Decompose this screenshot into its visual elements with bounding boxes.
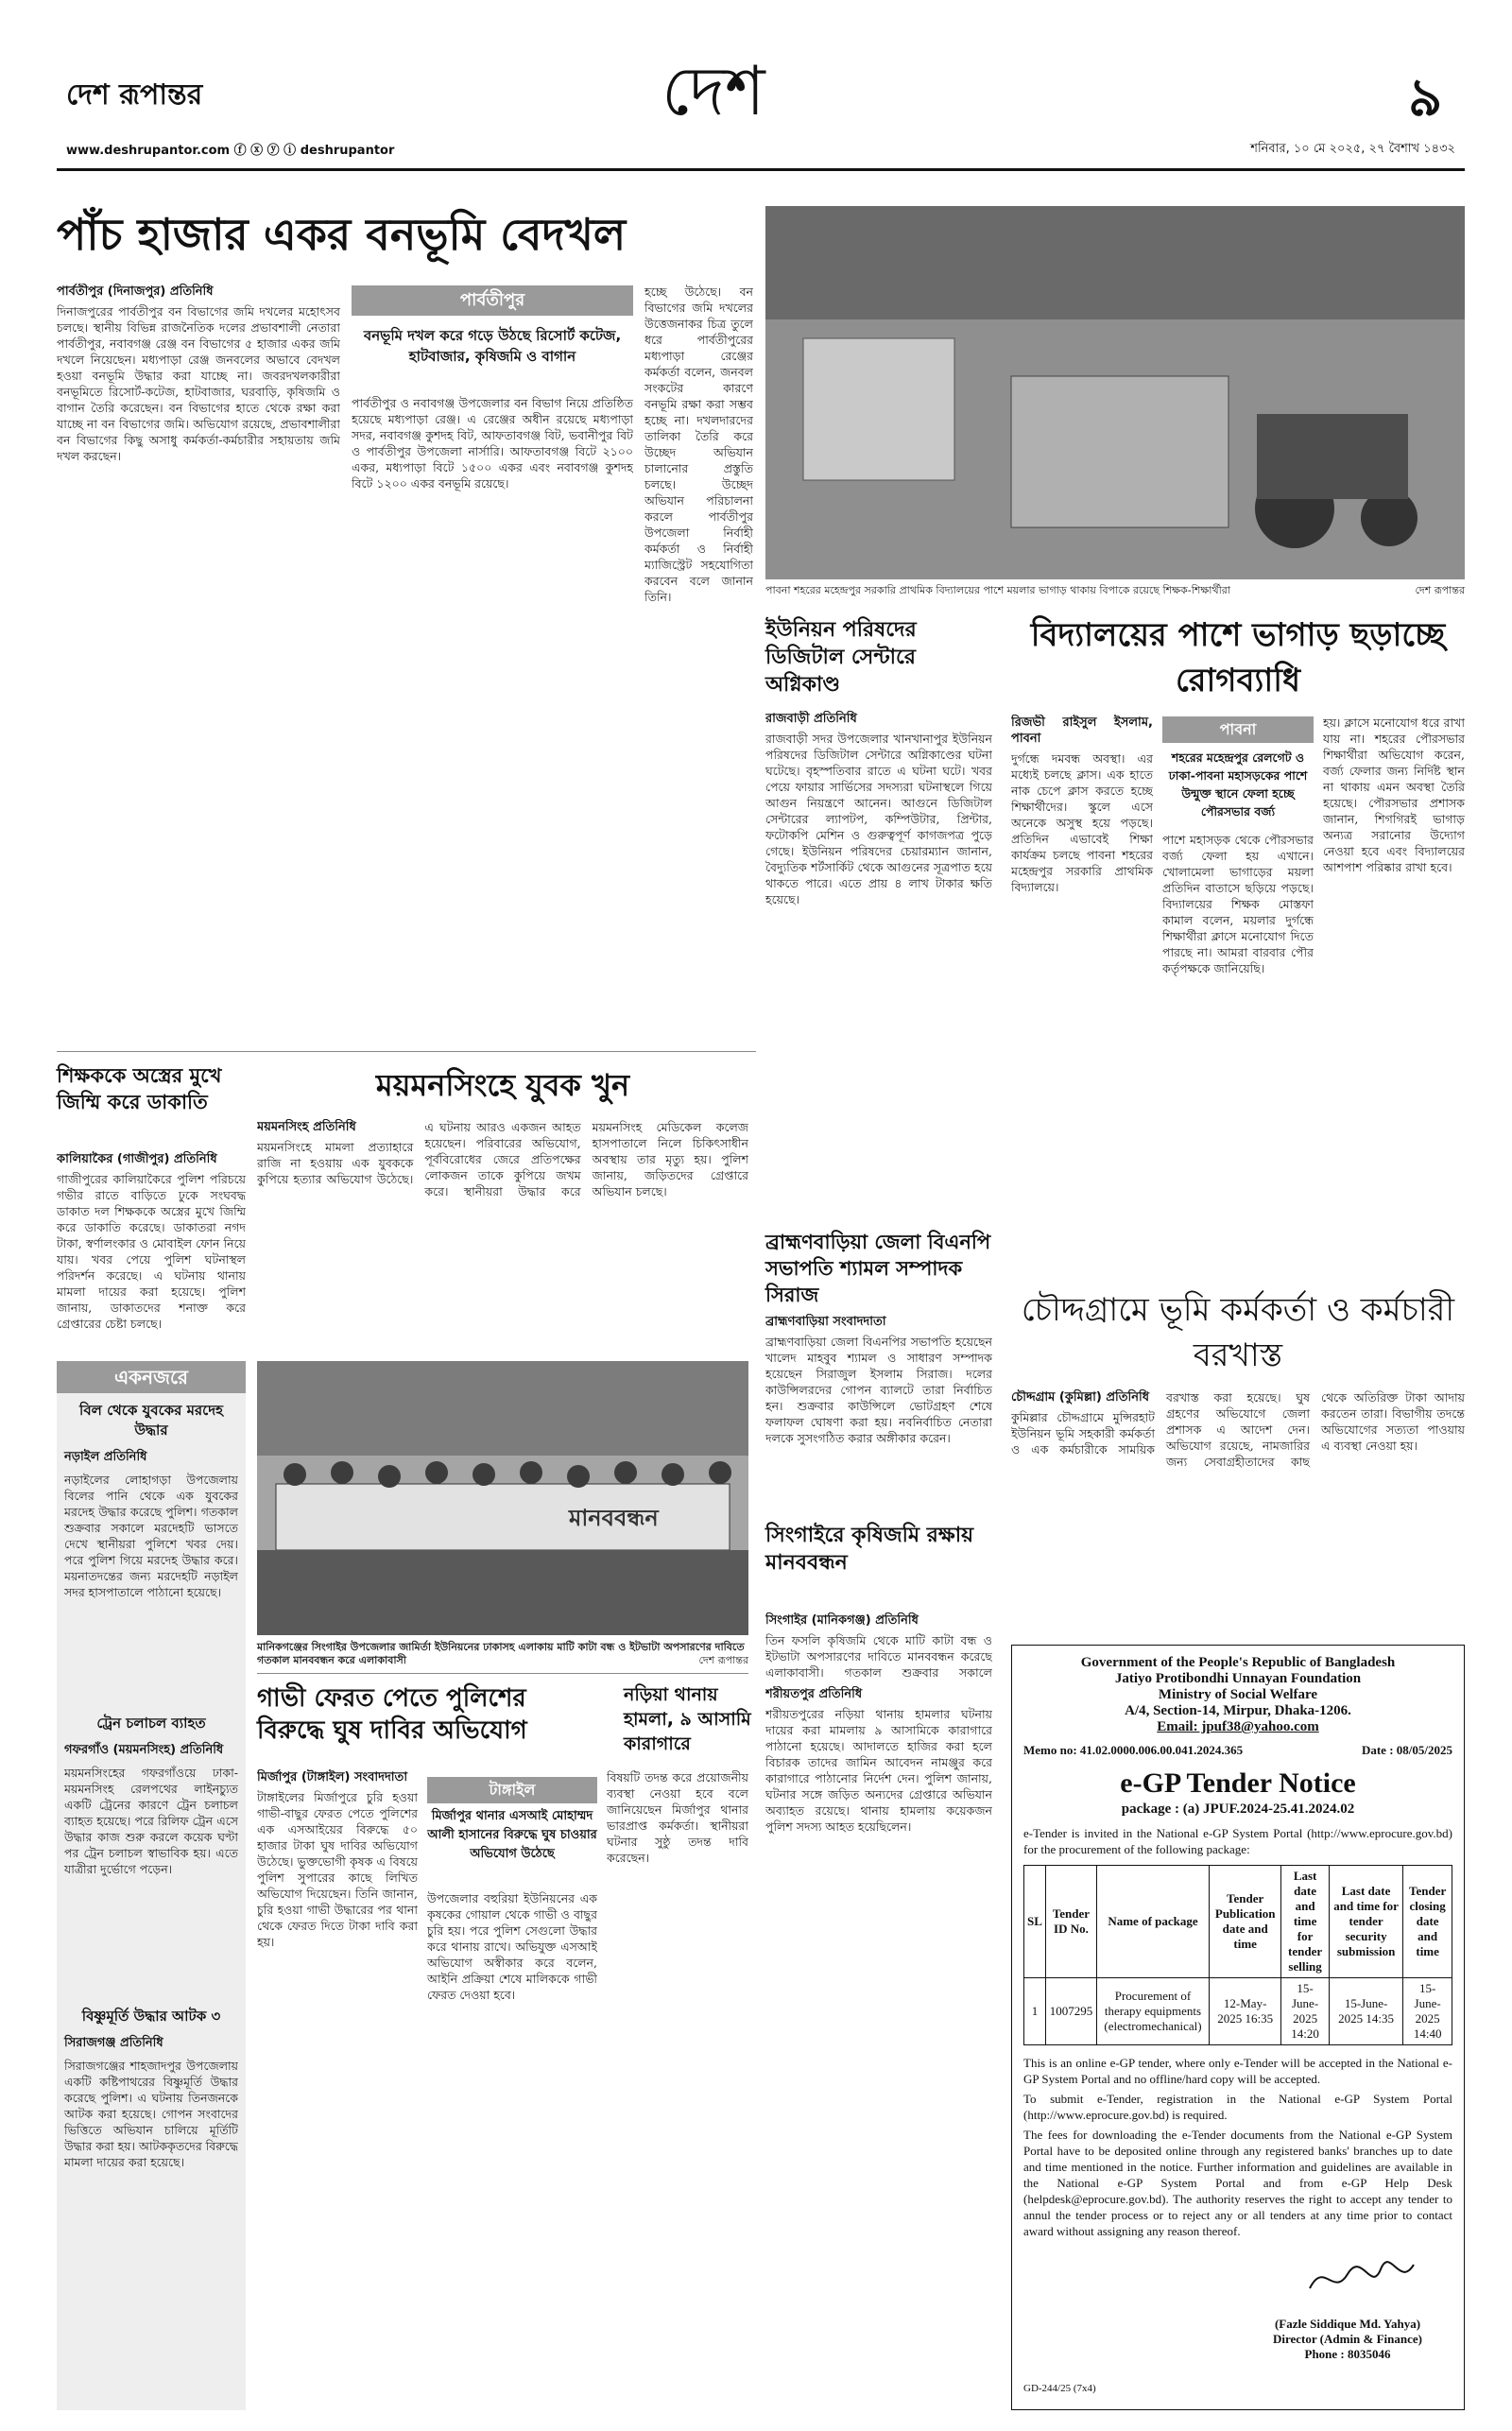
masthead (57, 38, 1465, 161)
school-body1: দুর্গন্ধে দমবন্ধ অবস্থা। এর মধ্যেই চলছে ক্লাস। এক হাতে নাক চেপে ক্লাস করতে হচ্ছে শিক্ষার্থীদের। স্কুলে এসে অনেকে অসুস্থ হয়ে পড়ছে। প্রতিদিন এভাবেই শিক্ষা কার্যক্রম চলছে পাবনা শহরের মহেন্দ্রপুর সরকারি প্রাথমিক বিদ্যালয়ে। (1011, 751, 1153, 894)
singair-headline: সিংগাইরে কৃষিজমি রক্ষায় মানববন্ধন (765, 1524, 974, 1575)
dump-caption-text: পাবনা শহরের মহেন্দ্রপুর সরকারি প্রাথমিক বিদ্যালয়ের পাশে ময়লার ভাগাড় থাকায় বিপাকে রয়েছে শিক্ষক-শিক্ষার্থীরা (765, 584, 1230, 596)
singair-byline: সিংগাইর (মানিকগঞ্জ) প্রতিনিধি (765, 1613, 919, 1628)
tender-signer: (Fazle Siddique Md. Yahya) (1274, 2317, 1421, 2331)
glance-box (57, 1361, 246, 2410)
lead-body1: দিনাজপুরের পার্বতীপুর বন বিভাগের জমি দখলের মহোৎসব চলছে। স্থানীয় বিভিন্ন রাজনৈতিক দলের প্রভাবশালী নেতারা পার্বতীপুর, নবাবগঞ্জ রেঞ্জ বন বিভাগের ৫ হাজার একর জমি দখলে নিয়েছেন। মধ্যপাড়া রেঞ্জ জনবলের অভাবে বেদখল হওয়া বনভূমি উদ্ধার করা যাচ্ছে না। জবরদখলকারীরা বনভূমিতে রিসোর্ট-কটেজ, হাটবাজার, ঘরবাড়ি, কৃষিজমি ও বাগান তৈরি করেছেন। বন বিভাগের হাতে থেকে রক্ষা করা যাচ্ছে না বন বিভাগের জমি। অভিযোগ রয়েছে, প্রভাবশালীরা বন বিভাগের কিছু অসাধু কর্মকর্তা-কর্মচারীর সহায়তায় জমি দখল করছেন। (57, 304, 340, 463)
cow-col2: উপজেলার বহুরিয়া ইউনিয়নের এক কৃষকের গোয়াল থেকে গাভী ও বাছুর চুরি হয়। পরে পুলিশ সেগুলো উদ্ধার করে থানায় রাখে। অভিযুক্ত এসআই অভিযোগ অস্বীকার করে বলেন, আইনি প্রক্রিয়া শেষে মালিককে গাভী ফেরত দেওয়া হবে। (427, 1891, 597, 2002)
teacher-byline: কালিয়াকৈর (গাজীপুর) প্রতিনিধি (57, 1152, 217, 1166)
school-col1 (1011, 715, 1153, 1225)
page-number: ৯ (1408, 67, 1443, 129)
tender-td-security: 15-June-2025 14:35 (1329, 1978, 1402, 2045)
tender-intro: e-Tender is invited in the National e-GP System Portal (http://www.eprocure.gov.bd) for the procurement of the following package: (1023, 1826, 1452, 1856)
glance-item-1-byline: নড়াইল প্রতিনিধি (64, 1450, 147, 1464)
chaudda-byline: চৌদ্দগ্রাম (কুমিল্লা) প্রতিনিধি (1011, 1390, 1149, 1405)
tender-th-publication: Tender Publication date and time (1210, 1866, 1281, 1978)
tender-memo: Memo no: 41.02.0000.006.00.041.2024.365 (1023, 1743, 1244, 1757)
noria-text (765, 1686, 992, 2414)
bnp-text (765, 1314, 992, 1503)
tender-th-sl: SL (1024, 1866, 1046, 1978)
glance-item-2-byline: গফরগাঁও (ময়মনসিংহ) প্রতিনিধি (64, 1743, 224, 1757)
website (66, 140, 394, 158)
protest-photo (257, 1361, 748, 1635)
tender-td-closing: 15-June-2025 14:40 (1403, 1978, 1452, 2045)
chaudda-headline: চৌদ্দগ্রামে ভূমি কর্মকর্তা ও কর্মচারী বরখাস্ত (1021, 1291, 1455, 1374)
lead-col2: পার্বতীপুর ও নবাবগঞ্জ উপজেলার বন বিভাগ নিয়ে প্রতিষ্ঠিত হয়েছে মধ্যপাড়া রেঞ্জ। এ রেঞ্জের অধীন রয়েছে মধ্যপাড়া সদর, নবাবগঞ্জ কুশদহ বিট, আফতাবগঞ্জ বিট, ভবানীপুর বিট ও পার্বতীপুর উপজেলা নার্সারি। আফতাবগঞ্জ বিটে ২১০০ একর, মধ্যপাড়া বিটে ১৫০০ একর এবং নবাবগঞ্জ কুশদহ বিটে ১২০০ একর বনভূমি রয়েছে। (352, 396, 633, 491)
glance-item-3-headline: বিষ্ণুমূর্তি উদ্ধার আটক ৩ (81, 2008, 221, 2025)
masthead-rule (57, 168, 1465, 171)
tender-package: package : (a) JPUF.2024-25.41.2024.02 (1121, 1802, 1355, 1817)
tender-ministry: Ministry of Social Welfare (1158, 1687, 1318, 1702)
tender-td-id: 1007295 (1045, 1978, 1096, 2045)
union-headline: ইউনিয়ন পরিষদের ডিজিটাল সেন্টারে অগ্নিকাণ্ড (765, 618, 917, 697)
glance-item-2 (57, 1706, 246, 1999)
lead-headline: পাঁচ হাজার একর বনভূমি বেদখল (57, 209, 627, 260)
tender-table (1023, 1865, 1452, 2045)
lead-col3: হচ্ছে উঠেছে। বন বিভাগের জমি দখলের উত্তেজনাকর চিত্র তুলে ধরে পার্বতীপুরের মধ্যপাড়া রেঞ্জের কর্মকর্তা বলেন, জনবল সংকটের কারণে বনভূমি রক্ষা করা সম্ভব হচ্ছে না। দখলদারদের তালিকা তৈরি করে উচ্ছেদ অভিযান চালানোর প্রস্তুতি চলছে। উচ্ছেদ অভিযান পরিচালনা করলে পার্বতীপুর উপজেলা নির্বাহী কর্মকর্তা ও নির্বাহী ম্যাজিস্ট্রেট সহযোগিতা করবেন বলে জানান তিনি। (644, 284, 753, 604)
cow-col3: বিষয়টি তদন্ত করে প্রয়োজনীয় ব্যবস্থা নেওয়া হবে বলে জানিয়েছেন মির্জাপুর থানার ভারপ্রাপ্ত কর্মকর্তা। স্থানীয়রা ঘটনার সুষ্ঠু তদন্ত দাবি করেছেন। (607, 1770, 748, 1865)
dump-caption-credit: দেশ রূপান্তর (1415, 584, 1465, 596)
lead-location: পার্বতীপুর (352, 285, 633, 316)
dump-photo-caption (765, 584, 1465, 597)
tender-gov: Government of the People's Republic of Bangladesh (1080, 1655, 1396, 1670)
glance-item-2-headline: ট্রেন চলাচল ব্যাহত (96, 1715, 206, 1732)
bnp-headline: ব্রাহ্মণবাড়িয়া জেলা বিএনপি সভাপতি শ্যামল সম্পাদক সিরাজ (765, 1231, 991, 1306)
tender-email: Email: jpuf38@yahoo.com (1157, 1719, 1319, 1734)
lead-col1 (57, 284, 340, 1040)
tender-th-name: Name of package (1096, 1866, 1209, 1978)
tender-signatory (1239, 2317, 1456, 2362)
tender-th-selling: Last date and time for tender selling (1281, 1866, 1330, 1978)
glance-item-2-body: ময়মনসিংহের গফরগাঁওয়ে ঢাকা-ময়মনসিংহ রেলপথের লাইনচ্যুত একটি ট্রেনের কারণে ট্রেন চলাচল ব্যাহত হয়েছে। পরে রিলিফ ট্রেন এসে উদ্ধার কাজ শুরু করলে কয়েক ঘণ্টা পর ট্রেন চলাচল স্বাভাবিক হয়। এতে যাত্রীরা দুর্ভোগে পড়েন। (64, 1766, 238, 1876)
dump-photo (765, 206, 1465, 579)
union-text (765, 711, 992, 1221)
social-icons: ⓕ ⓧ ⓨ ⓘ (233, 144, 301, 158)
social-handle: deshrupantor (300, 144, 395, 158)
divider-lead (57, 1051, 756, 1052)
cow-headline: গাভী ফেরত পেতে পুলিশের বিরুদ্ধে ঘুষ দাবির অভিযোগ (257, 1684, 527, 1745)
issue-date: শনিবার, ১০ মে ২০২৫, ২৭ বৈশাখ ১৪৩২ (1250, 142, 1455, 156)
dump-photo-art (765, 206, 1465, 579)
glance-item-3-byline: সিরাজগঞ্জ প্রতিনিধি (64, 2036, 163, 2050)
bnp-body: ব্রাহ্মণবাড়িয়া জেলা বিএনপির সভাপতি হয়েছেন খালেদ মাহবুব শ্যামল ও সাধারণ সম্পাদক হয়েছেন সিরাজুল ইসলাম সিরাজ। দলের কাউন্সিলরদের গোপন ব্যালটে তারা নির্বাচিত হন। শুক্রবার কাউন্সিলে ভোটগ্রহণ শেষে ফলাফল ঘোষণা করা হয়। নবনির্বাচিত নেতারা দলকে সুসংগঠিত করার অঙ্গীকার করেন। (765, 1335, 992, 1445)
section-title: দেশ (662, 51, 765, 130)
glance-title: একনজরে (57, 1361, 246, 1393)
tender-date: Date : 08/05/2025 (1361, 1743, 1452, 1757)
cow-body1: টাঙ্গাইলের মির্জাপুরে চুরি হওয়া গাভী-বাছুর ফেরত পেতে পুলিশের এক এসআইয়ের বিরুদ্ধে ৫০ হাজার টাকা ঘুষ দাবির অভিযোগ উঠেছে। ভুক্তভোগী কৃষক এ বিষয়ে পুলিশ সুপারের কাছে লিখিত অভিযোগ দিয়েছেন। তিনি জানান, চুরি হওয়া গাভী উদ্ধারের পর থানা থেকে ফেরত দিতে টাকা দাবি করা হয়। (257, 1790, 418, 1949)
cow-col1 (257, 1769, 418, 2412)
tender-td-publication: 12-May-2025 16:35 (1210, 1978, 1281, 2045)
tender-phone: Phone : 8035046 (1304, 2347, 1391, 2361)
noria-body: শরীয়তপুরের নড়িয়া থানায় হামলার ঘটনায় দায়ের করা মামলায় ৯ আসামিকে কারাগারে পাঠানো হয়েছে। আদালতে হাজির করা হলে বিচারক তাদের জামিন আবেদন নামঞ্জুর করে কারাগারে পাঠানোর নির্দেশ দেন। পুলিশ জানায়, ঘটনার সঙ্গে জড়িত অন্যদের গ্রেপ্তারে অভিযান অব্যাহত রয়েছে। থানায় হামলায় কয়েকজন পুলিশ সদস্য আহত হয়েছিলেন। (765, 1707, 992, 1834)
noria-byline: শরীয়তপুর প্রতিনিধি (765, 1687, 863, 1701)
glance-item-1-headline: বিল থেকে যুবকের মরদেহ উদ্ধার (79, 1402, 223, 1439)
union-byline: রাজবাড়ী প্রতিনিধি (765, 712, 857, 726)
protest-caption (257, 1641, 748, 1667)
tender-th-closing: Tender closing date and time (1403, 1866, 1452, 1978)
tender-table-header (1024, 1866, 1452, 1978)
glance-item-3 (57, 1999, 246, 2283)
lead-byline: পার্বতীপুর (দিনাজপুর) প্রতিনিধি (57, 284, 214, 299)
school-headline: বিদ্যালয়ের পাশে ভাগাড় ছড়াচ্ছে রোগব্যাধি (1030, 616, 1446, 699)
school-subhead: শহরের মহেন্দ্রপুর রেলগেট ও ঢাকা-পাবনা মহাসড়কের পাশে উন্মুক্ত স্থানে ফেলা হচ্ছে পৌরসভার বর্জ্য (1168, 750, 1308, 819)
singair-body: তিন ফসলি কৃষিজমি থেকে মাটি কাটা বন্ধ ও ইটভাটা অপসারণের দাবিতে মানববন্ধন করেছে এলাকাবাসী। গতকাল শুক্রবার সকালে (765, 1633, 992, 1680)
tender-gd: GD-244/25 (7x4) (1023, 2383, 1096, 2394)
protest-photo-art (257, 1361, 748, 1635)
logo: দেশ রূপান্তর (66, 78, 203, 112)
glance-item-1-body: নড়াইলের লোহাগড়া উপজেলায় বিলের পানি থেকে এক যুবকের মরদেহ উদ্ধার করেছে পুলিশ। গতকাল শুক্রবার সকালে মরদেহটি ভাসতে দেখে স্থানীয়রা পুলিশে খবর দেয়। পরে পুলিশ গিয়ে মরদেহ উদ্ধার করে। ময়নাতদন্তের জন্য মরদেহটি নড়াইল সদর হাসপাতালে পাঠানো হয়েছে। (64, 1473, 238, 1599)
lead-subhead: বনভূমি দখল করে গড়ে উঠছে রিসোর্ট কটেজ, হাটবাজার, কৃষিজমি ও বাগান (363, 327, 622, 365)
union-body: রাজবাড়ী সদর উপজেলার খানখানাপুর ইউনিয়ন পরিষদের ডিজিটাল সেন্টারে অগ্নিকাণ্ডের ঘটনা ঘটেছে। বৃহস্পতিবার রাতে এ ঘটনা ঘটে। খবর পেয়ে ফায়ার সার্ভিসের সদস্যরা ঘটনাস্থলে গিয়ে আগুন নিয়ন্ত্রণে আনেন। আগুনে ডিজিটাল সেন্টারের ল্যাপটপ, কম্পিউটার, প্রিন্টার, ফটোকপি মেশিন ও গুরুত্বপূর্ণ কাগজপত্র পুড়ে গেছে। ইউনিয়ন পরিষদের চেয়ারম্যান জানান, বৈদ্যুতিক শর্টসার্কিট থেকে আগুনের সূত্রপাত হয়ে থাকতে পারে। এতে প্রায় ৪ লাখ টাকার ক্ষতি হয়েছে। (765, 732, 992, 906)
teacher-body: গাজীপুরের কালিয়াকৈরে পুলিশ পরিচয়ে গভীর রাতে বাড়িতে ঢুকে সংঘবদ্ধ ডাকাত দল শিক্ষককে অস্ত্রের মুখে জিম্মি করে ডাকাতি করেছে। ডাকাতরা নগদ টাকা, স্বর্ণালংকার ও মোবাইল ফোন নিয়ে যায়। খবর পেয়ে পুলিশ ঘটনাস্থল পরিদর্শন করেছে। এ ঘটনায় থানায় মামলা দায়ের করা হয়েছে। পুলিশ জানায়, ডাকাতদের শনাক্ত করে গ্রেপ্তারের চেষ্টা চলছে। (57, 1172, 246, 1331)
bnp-byline: ব্রাহ্মণবাড়িয়া সংবাদদাতা (765, 1315, 886, 1329)
protest-banner-text: মানববন্ধন (569, 1505, 659, 1531)
tender-td-sl: 1 (1024, 1978, 1046, 2045)
cow-location: টাঙ্গাইল (427, 1777, 597, 1803)
glance-item-3-body: সিরাজগঞ্জের শাহজাদপুর উপজেলায় একটি কষ্টিপাথরের বিষ্ণুমূর্তি উদ্ধার করেছে পুলিশ। এ ঘটনায় তিনজনকে আটক করা হয়েছে। গোপন সংবাদের ভিত্তিতে অভিযান চালিয়ে মূর্তিটি উদ্ধার করা হয়। আটককৃতদের বিরুদ্ধে মামলা দায়ের করা হয়েছে। (64, 2059, 238, 2169)
school-col2: পাশে মহাসড়ক থেকে পৌরসভার বর্জ্য ফেলা হয় এখানে। খোলামেলা ভাগাড়ের ময়লা প্রতিদিন বাতাসে ছড়িয়ে পড়ছে। বিদ্যালয়ের শিক্ষক মোস্তফা কামাল বলেন, ময়লার দুর্গন্ধে শিক্ষার্থীরা ক্লাসে মনোযোগ দিতে পারছে না। আমরা বারবার পৌর কর্তৃপক্ষকে জানিয়েছি। (1162, 833, 1314, 975)
glance-item-1 (57, 1393, 246, 1706)
tender-memo-row (1023, 1743, 1452, 1758)
tender-th-id: Tender ID No. (1045, 1866, 1096, 1978)
school-byline: রিজভী রাইসুল ইসলাম, পাবনা (1011, 716, 1153, 746)
teacher-headline: শিক্ষককে অস্ত্রের মুখে জিম্মি করে ডাকাতি (57, 1064, 222, 1113)
protest-caption-text: মানিকগঞ্জের সিংগাইর উপজেলার জামির্তা ইউনিয়নের ঢাকাসহ এলাকায় মাটি কাটা বন্ধ ও ইটভাটা অপসারণের দাবিতে গতকাল মানববন্ধন করে এলাকাবাসী (257, 1641, 745, 1666)
tender-note1: This is an online e-GP tender, where only e-Tender will be accepted in the National e-GP System Portal and no offline/hard copy will be accepted. (1023, 2056, 1452, 2086)
tender-org: Jatiyo Protibondhi Unnayan Foundation (1114, 1671, 1362, 1686)
tender-td-name: Procurement of therapy equipments (electromechanical) (1096, 1978, 1209, 2045)
chaudda-text (1011, 1389, 1465, 1531)
murder-byline: ময়মনসিংহ প্রতিনিধি (257, 1120, 356, 1134)
tender-th-security: Last date and time for tender security submission (1329, 1866, 1402, 1978)
tender-notice (1011, 1645, 1465, 2410)
noria-headline: নড়িয়া থানায় হামলা, ৯ আসামি কারাগারে (624, 1684, 751, 1754)
school-col3: হয়। ক্লাসে মনোযোগ ধরে রাখা যায় না। শহরের পৌরসভার শিক্ষার্থীরা অভিযোগ করেন, বর্জ্য ফেলার জন্য নির্দিষ্ট স্থান না থাকায় এমন অবস্থা তৈরি হয়েছে। পৌরসভার প্রশাসক জানান, শিগগিরই ভাগাড় অন্যত্র সরানোর উদ্যোগ নেওয়া হবে এবং বিদ্যালয়ের আশপাশ পরিষ্কার রাখা হবে। (1323, 716, 1465, 874)
divider-bottom (257, 1673, 748, 1674)
chaudda-body: কুমিল্লার চৌদ্দগ্রামে মুন্সিরহাট ইউনিয়ন ভূমি সহকারী কর্মকর্তা ও এক কর্মচারীকে সাময়িক বরখাস্ত করা হয়েছে। ঘুষ গ্রহণের অভিযোগে জেলা প্রশাসক এ আদেশ দেন। অভিযোগ রয়েছে, নামজারির জন্য সেবাগ্রহীতাদের কাছ থেকে অতিরিক্ত টাকা আদায় করতেন তারা। বিভাগীয় তদন্তে অভিযোগের সত্যতা পাওয়ায় এ ব্যবস্থা নেওয়া হয়। (1011, 1390, 1465, 1469)
tender-address: A/4, Section-14, Mirpur, Dhaka-1206. (1125, 1703, 1351, 1718)
murder-text (257, 1119, 748, 1350)
signature-mark (1305, 2250, 1418, 2307)
cow-subhead: মির্জাপুর থানার এসআই মোহাম্মদ আলী হাসানের বিরুদ্ধে ঘুষ চাওয়ার অভিযোগ উঠেছে (427, 1809, 597, 1861)
tender-designation: Director (Admin & Finance) (1272, 2332, 1423, 2346)
teacher-text (57, 1151, 246, 1350)
tender-note2: To submit e-Tender, registration in the National e-GP System Portal (http://www.eprocure.gov.bd) is required. (1023, 2092, 1452, 2122)
school-location: পাবনা (1162, 716, 1314, 743)
singair-text (765, 1612, 992, 1681)
tender-title: e-GP Tender Notice (1120, 1767, 1356, 1799)
cow-byline: মির্জাপুর (টাঙ্গাইল) সংবাদদাতা (257, 1770, 408, 1784)
tender-note3: The fees for downloading the e-Tender documents from the National e-GP System Portal have to be deposited online through any registered banks' branches up to date and time mentioned in the notice. Further information and guidelines are available in the National e-GP System Portal and from e-GP Help Desk (helpdesk@eprocure.gov.bd). The authority reserves the right to accept any tender to annul the tender process or to reject any or all tenders at any time prior to contact award without assigning any reason thereof. (1023, 2128, 1452, 2238)
tender-td-selling: 15-June-2025 14:20 (1281, 1978, 1330, 2045)
tender-table-row (1024, 1978, 1452, 2045)
murder-headline: ময়মনসিংহে যুবক খুন (375, 1067, 630, 1103)
protest-caption-credit: দেশ রূপান্তর (698, 1654, 748, 1666)
website-url: www.deshrupantor.com (66, 144, 231, 158)
murder-body: ময়মনসিংহে মামলা প্রত্যাহারে রাজি না হওয়ায় এক যুবককে কুপিয়ে হত্যার অভিযোগ উঠেছে। এ ঘটনায় আরও একজন আহত হয়েছেন। পরিবারের অভিযোগ, পূর্ববিরোধের জেরে প্রতিপক্ষের লোকজন তাকে কুপিয়ে জখম করে। স্থানীয়রা উদ্ধার করে ময়মনসিংহ মেডিকেল কলেজ হাসপাতালে নিলে চিকিৎসাধীন অবস্থায় তার মৃত্যু হয়। পুলিশ জানায়, জড়িতদের গ্রেপ্তারে অভিযান চলছে। (257, 1120, 748, 1198)
